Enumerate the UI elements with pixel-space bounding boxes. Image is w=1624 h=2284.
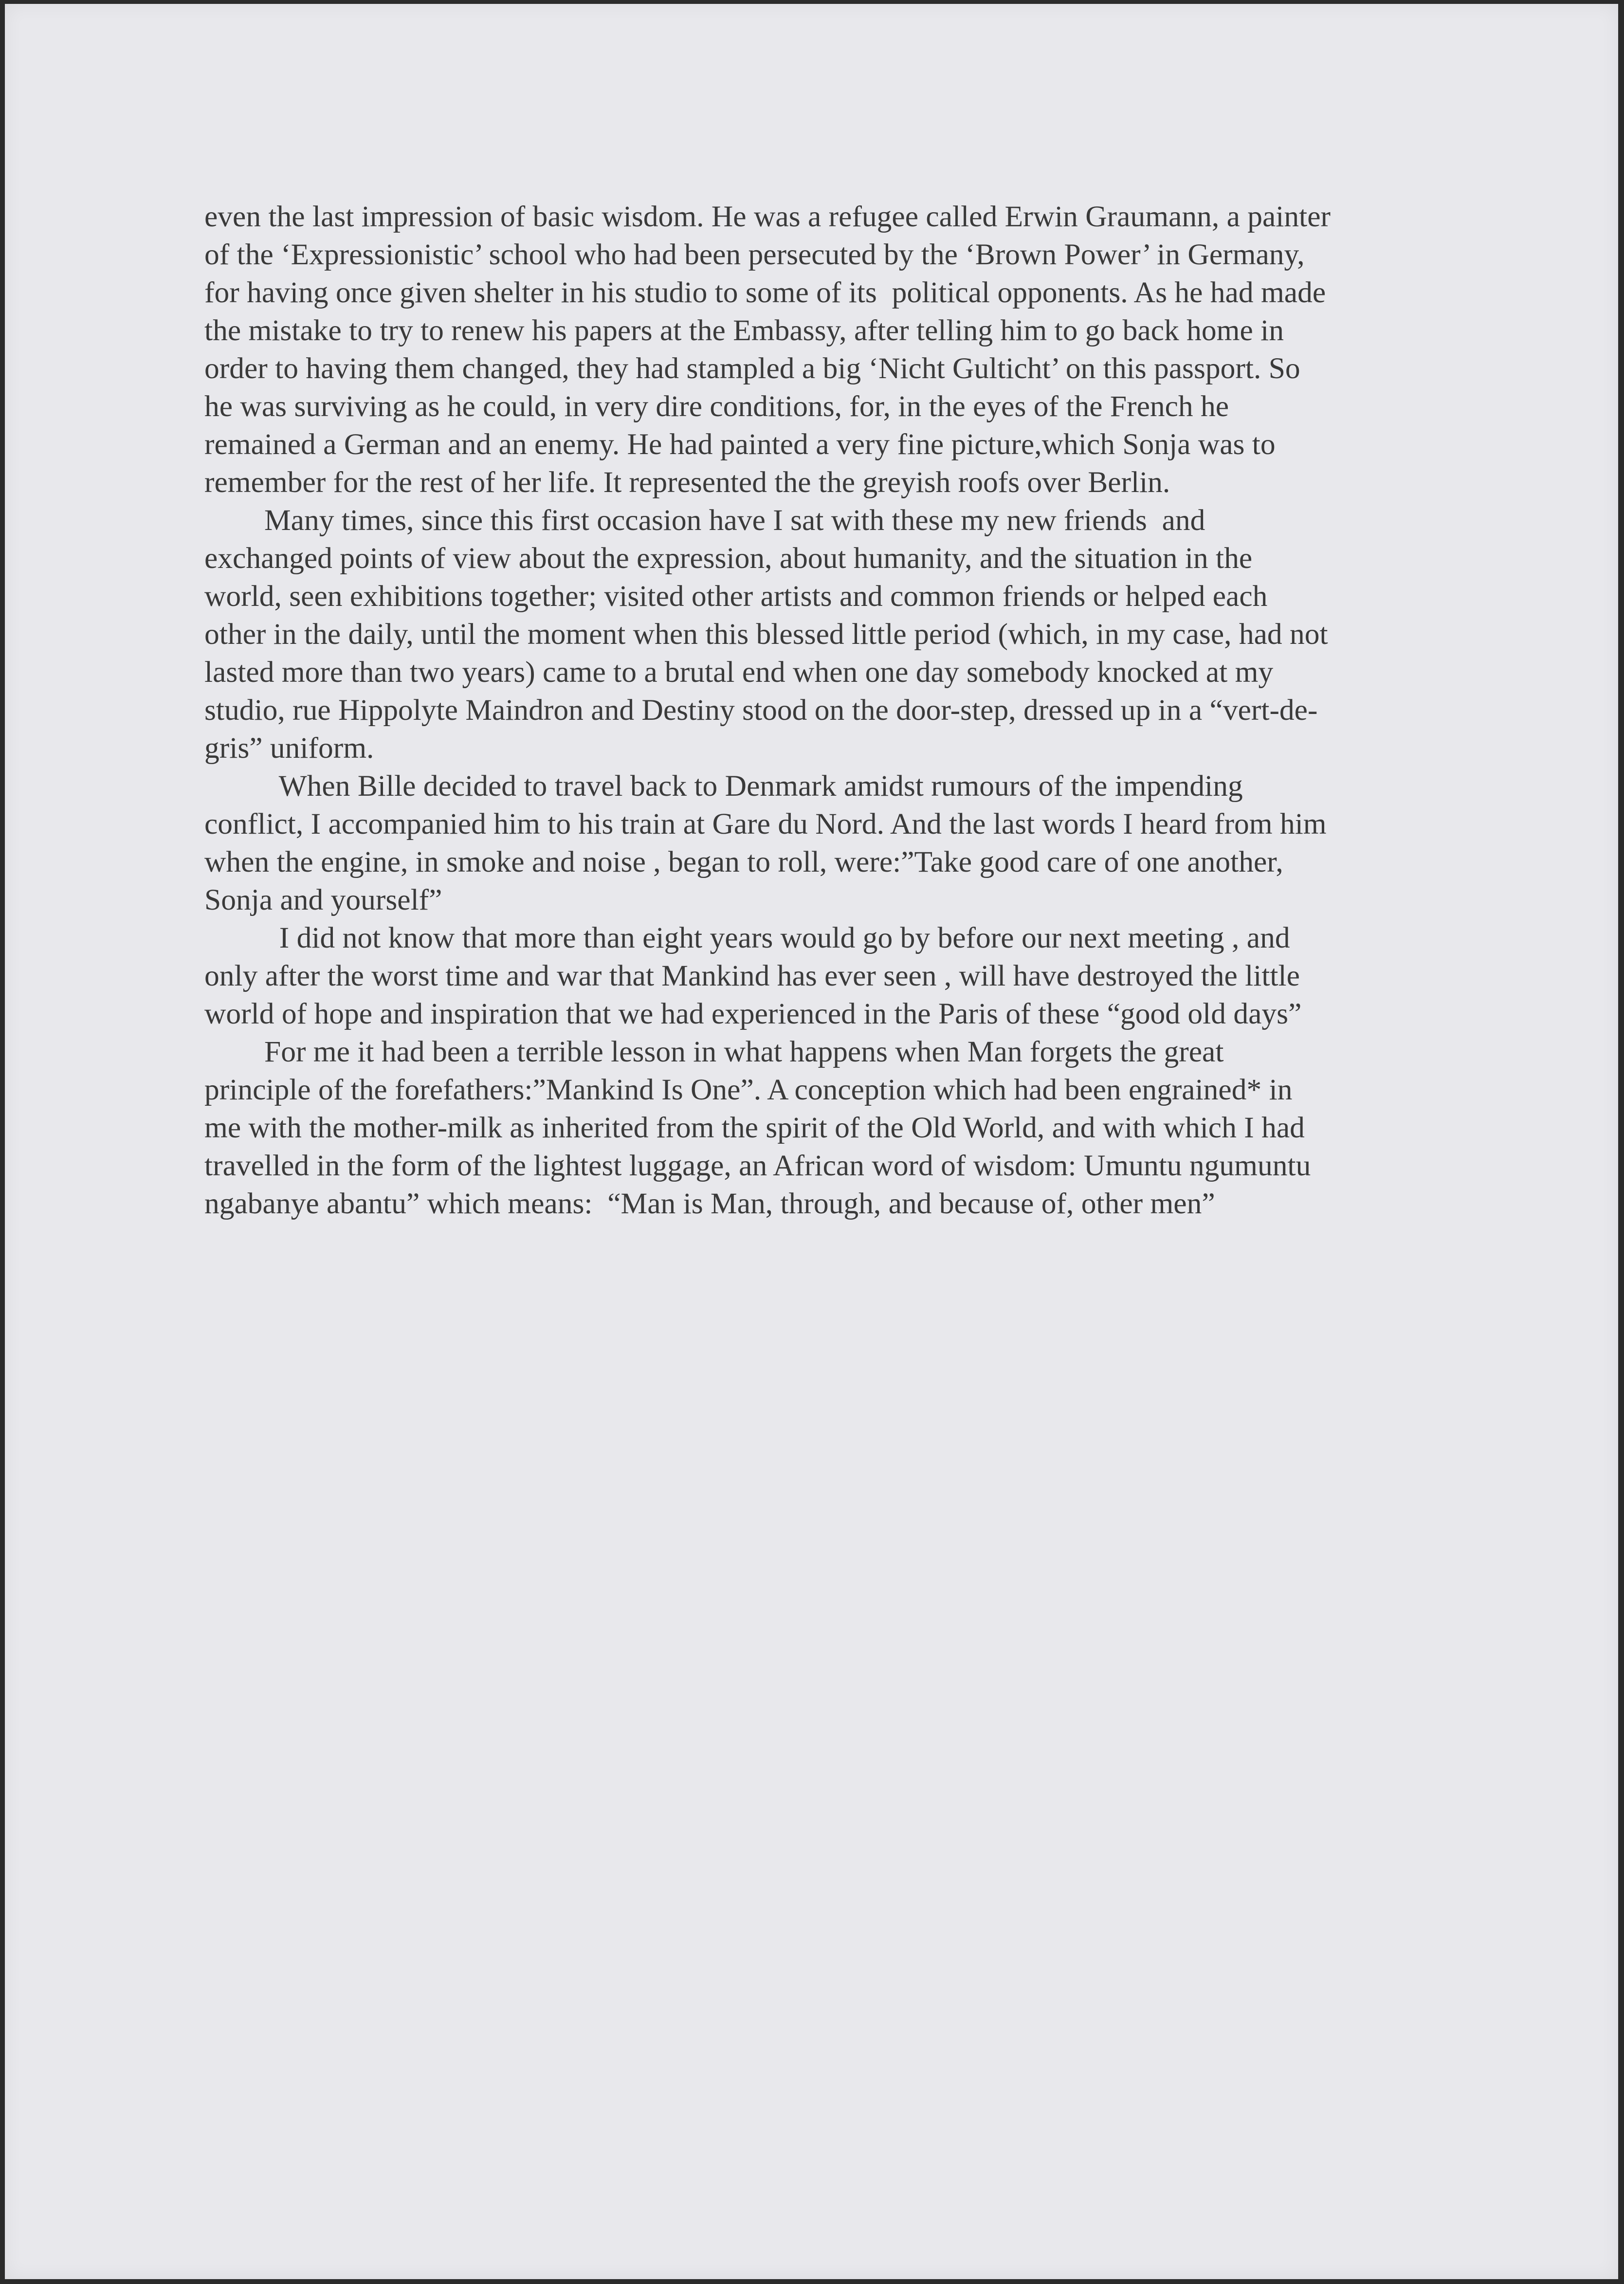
text-line: other in the daily, until the moment when this blessed little period (which, in my case, had not <box>204 618 1328 651</box>
text-line: ngabanye abantu” which means: “Man is Man, through, and because of, other men” <box>204 1187 1215 1220</box>
text-line: remained a German and an enemy. He had painted a very fine picture,which Sonja was to <box>204 428 1276 461</box>
text-line: Many times, since this first occasion have I sat with these my new friends and <box>204 504 1205 537</box>
text-line: the mistake to try to renew his papers at the Embassy, after telling him to go back home in <box>204 314 1284 347</box>
text-line: For me it had been a terrible lesson in what happens when Man forgets the great <box>204 1035 1224 1068</box>
text-line: gris” uniform. <box>204 731 374 765</box>
text-line: only after the worst time and war that Mankind has ever seen , will have destroyed the little <box>204 959 1300 992</box>
text-line: order to having them changed, they had stampled a big ‘Nicht Gulticht’ on this passport. So <box>204 352 1300 385</box>
text-line: travelled in the form of the lightest luggage, an African word of wisdom: Umuntu ngumuntu <box>204 1149 1311 1182</box>
text-line: conflict, I accompanied him to his train at Gare du Nord. And the last words I heard from him <box>204 807 1327 841</box>
text-line: When Bille decided to travel back to Denmark amidst rumours of the impending <box>204 769 1243 803</box>
text-line: world of hope and inspiration that we had experienced in the Paris of these “good old days” <box>204 997 1302 1030</box>
text-line: remember for the rest of her life. It represented the the greyish roofs over Berlin. <box>204 466 1170 499</box>
text-line: principle of the forefathers:”Mankind Is One”. A conception which had been engrained* in <box>204 1073 1293 1106</box>
text-line: world, seen exhibitions together; visited other artists and common friends or helped each <box>204 580 1268 613</box>
text-line: even the last impression of basic wisdom. He was a refugee called Erwin Graumann, a painter <box>204 200 1331 233</box>
text-line: Sonja and yourself” <box>204 883 442 916</box>
text-line: he was surviving as he could, in very dire conditions, for, in the eyes of the French he <box>204 390 1229 423</box>
paper-sheet <box>5 4 1618 2279</box>
text-line: of the ‘Expressionistic’ school who had been persecuted by the ‘Brown Power’ in Germany, <box>204 238 1305 271</box>
body-text <box>204 198 1436 1223</box>
text-line: for having once given shelter in his studio to some of its political opponents. As he had made <box>204 276 1326 309</box>
text-line: me with the mother-milk as inherited from the spirit of the Old World, and with which I had <box>204 1111 1305 1144</box>
text-line: when the engine, in smoke and noise , began to roll, were:”Take good care of one another, <box>204 845 1283 878</box>
text-line: I did not know that more than eight years would go by before our next meeting , and <box>204 921 1290 954</box>
text-line: exchanged points of view about the expression, about humanity, and the situation in the <box>204 542 1253 575</box>
text-line: studio, rue Hippolyte Maindron and Destiny stood on the door-step, dressed up in a “vert-de- <box>204 694 1318 727</box>
text-line: lasted more than two years) came to a brutal end when one day somebody knocked at my <box>204 656 1274 689</box>
